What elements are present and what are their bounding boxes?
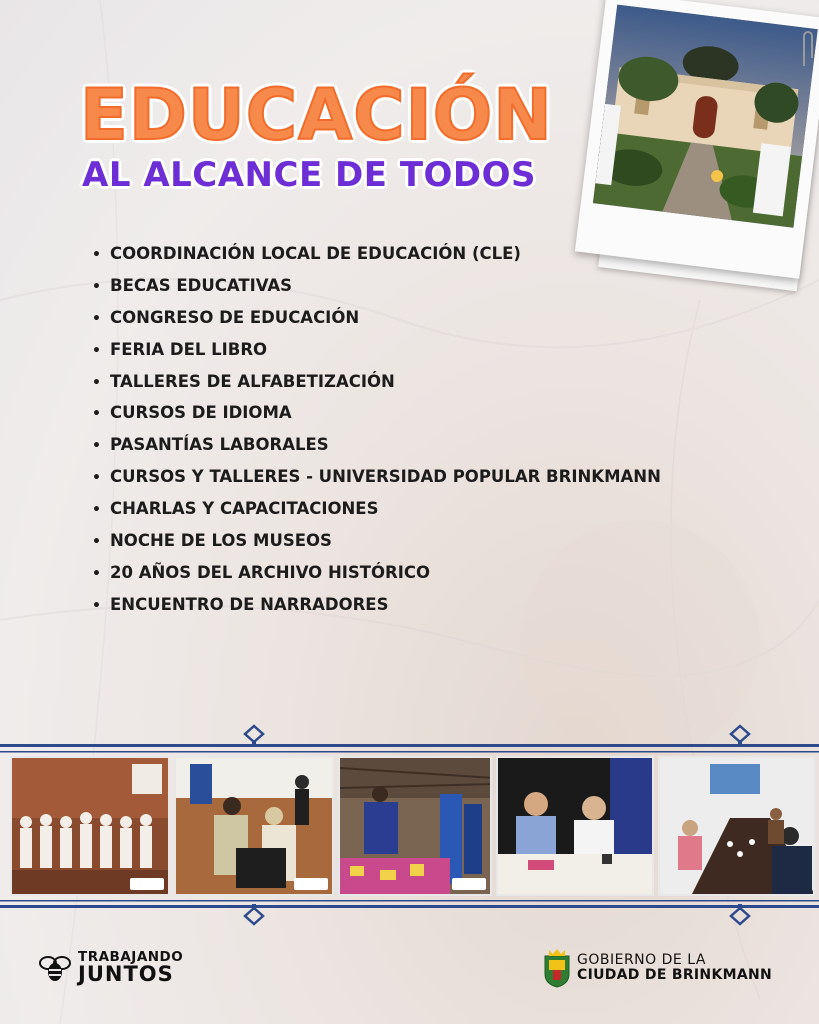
- list-item-label: CHARLAS Y CAPACITACIONES: [110, 499, 379, 519]
- press-conference-photo: [496, 756, 654, 896]
- bullet: •: [92, 310, 101, 327]
- trabajando-juntos-text: [78, 948, 184, 987]
- list-item-label: CONGRESO DE EDUCACIÓN: [110, 307, 360, 327]
- school-building-photo: [593, 5, 818, 228]
- gov-watermark-logo: [130, 878, 164, 890]
- list-item: [92, 366, 661, 398]
- logo-line-1: TRABAJANDO: [78, 948, 184, 965]
- city-shield-icon: [543, 948, 571, 988]
- list-item: [92, 302, 661, 334]
- bullet: •: [92, 342, 101, 359]
- list-item-label: NOCHE DE LOS MUSEOS: [110, 531, 332, 551]
- bullet: •: [92, 470, 101, 487]
- bullet: •: [92, 374, 101, 391]
- list-item-label: TALLERES DE ALFABETIZACIÓN: [110, 371, 395, 391]
- logo-line-2: JUNTOS: [78, 962, 174, 987]
- meeting-photo: [658, 756, 815, 896]
- list-item: [92, 429, 661, 461]
- list-item: [92, 493, 661, 525]
- page-title: EDUCACIÓN: [80, 74, 553, 156]
- list-item: [92, 238, 661, 270]
- gov-watermark-logo: [452, 878, 486, 890]
- list-item-label: BECAS EDUCATIVAS: [110, 275, 293, 295]
- list-item: [92, 557, 661, 589]
- gov-watermark-logo: [294, 878, 328, 890]
- bullet: •: [92, 597, 101, 614]
- bee-icon: [38, 953, 72, 983]
- list-item: [92, 589, 661, 621]
- gov-line-2: CIUDAD DE BRINKMANN: [577, 967, 772, 983]
- bullet: •: [92, 438, 101, 455]
- gobierno-brinkmann-logo: [543, 946, 772, 990]
- book-signing-photo: [174, 756, 334, 896]
- list-item-label: COORDINACIÓN LOCAL DE EDUCACIÓN (CLE): [110, 244, 521, 263]
- list-item-label: 20 AÑOS DEL ARCHIVO HISTÓRICO: [110, 562, 431, 582]
- list-item: [92, 397, 661, 429]
- bullet: •: [92, 534, 101, 551]
- list-item: [92, 525, 661, 557]
- paper-clip-icon: [800, 28, 814, 68]
- trabajando-juntos-logo: [38, 948, 183, 988]
- bullet: •: [92, 565, 101, 582]
- list-item: [92, 270, 661, 302]
- list-item-label: ENCUENTRO DE NARRADORES: [110, 594, 389, 614]
- bullet: •: [92, 502, 101, 519]
- list-item: [92, 461, 661, 493]
- bullet: •: [92, 406, 101, 423]
- photo-strip: [10, 756, 819, 896]
- book-fair-photo: [338, 756, 492, 896]
- bullet: •: [92, 247, 101, 263]
- list-item-label: CURSOS Y TALLERES - UNIVERSIDAD POPULAR BRINKMANN: [110, 467, 661, 487]
- list-item-label: CURSOS DE IDIOMA: [110, 403, 292, 423]
- list-item: [92, 334, 661, 366]
- gov-line-1: GOBIERNO DE LA: [577, 951, 706, 968]
- polaroid-photo-card: [575, 0, 819, 279]
- list-item-label: FERIA DEL LIBRO: [110, 339, 268, 359]
- gov-logo-text: [577, 953, 772, 984]
- group-photo: [10, 756, 170, 896]
- bullet: •: [92, 278, 101, 295]
- list-item-label: PASANTÍAS LABORALES: [110, 435, 329, 455]
- page-subtitle: AL ALCANCE DE TODOS: [82, 155, 537, 195]
- education-programs-list: [92, 238, 661, 621]
